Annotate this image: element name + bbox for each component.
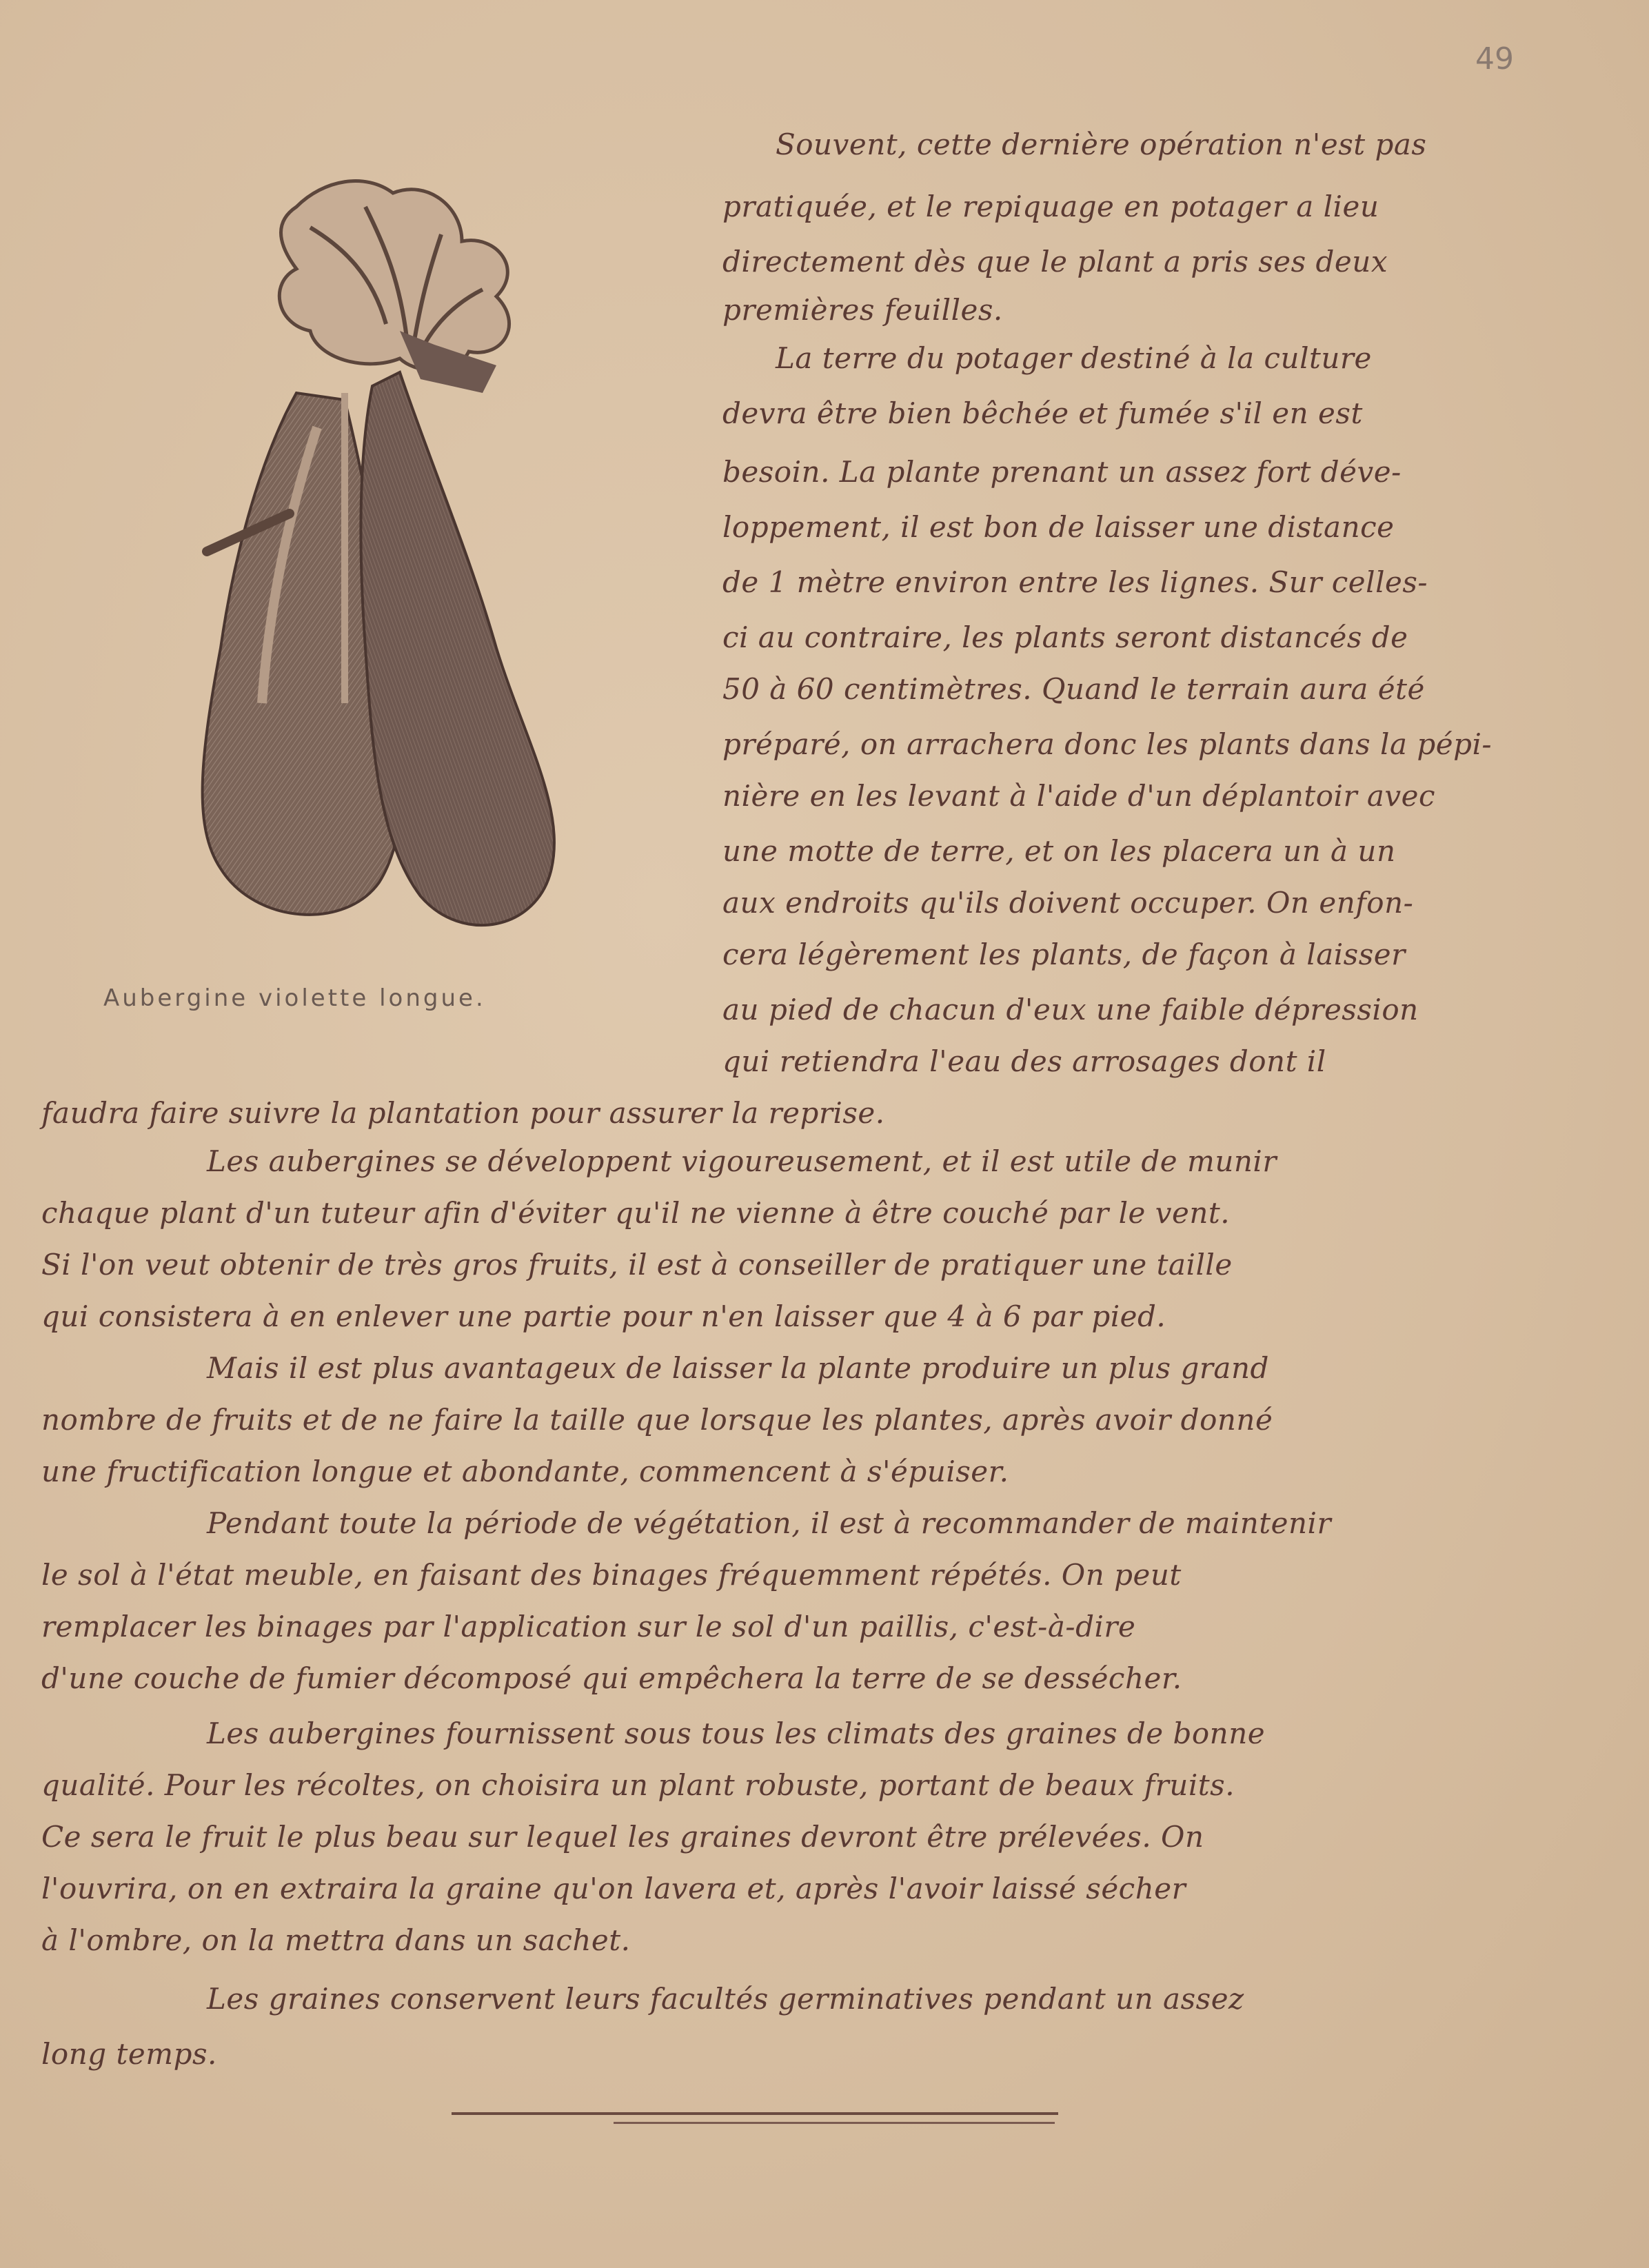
text-line: nière en les levant à l'aide d'un déplantoir avec xyxy=(722,779,1436,813)
text-line: d'une couche de fumier décomposé qui empêchera la terre de se dessécher. xyxy=(41,1661,1182,1695)
text-line: une motte de terre, et on les placera un à un xyxy=(722,834,1396,868)
text-line: de 1 mètre environ entre les lignes. Sur celles- xyxy=(722,565,1428,599)
text-line: Les aubergines fournissent sous tous les climats des graines de bonne xyxy=(207,1717,1266,1750)
text-line: une fructification longue et abondante, commencent à s'épuiser. xyxy=(41,1455,1009,1488)
text-line: l'ouvrira, on en extraira la graine qu'on lavera et, après l'avoir laissé sécher xyxy=(41,1872,1186,1905)
page-number: 49 xyxy=(1475,41,1514,77)
text-line: qualité. Pour les récoltes, on choisira un plant robuste, portant de beaux fruits. xyxy=(41,1768,1235,1802)
text-line: long temps. xyxy=(41,2037,217,2071)
text-line: à l'ombre, on la mettra dans un sachet. xyxy=(41,1923,631,1957)
calyx-leaves xyxy=(279,181,509,393)
figure-caption: Aubergine violette longue. xyxy=(103,984,486,1012)
text-line: préparé, on arrachera donc les plants dans la pépi- xyxy=(722,727,1493,761)
text-line: loppement, il est bon de laisser une distance xyxy=(722,510,1395,544)
text-line: directement dès que le plant a pris ses deux xyxy=(722,245,1388,279)
text-line: Mais il est plus avantageux de laisser la plante produire un plus grand xyxy=(207,1351,1269,1385)
text-line: La terre du potager destiné à la culture xyxy=(776,341,1372,375)
text-line: cera légèrement les plants, de façon à laisser xyxy=(722,938,1406,971)
text-line: le sol à l'état meuble, en faisant des binages fréquemment répétés. On peut xyxy=(41,1558,1182,1592)
section-divider xyxy=(614,2122,1055,2124)
text-line: nombre de fruits et de ne faire la taille que lorsque les plantes, après avoir donné xyxy=(41,1403,1273,1437)
text-line: chaque plant d'un tuteur afin d'éviter qu'il ne vienne à être couché par le vent. xyxy=(41,1196,1231,1230)
aubergine-illustration xyxy=(138,165,682,1020)
text-line: qui consistera à en enlever une partie pour n'en laisser que 4 à 6 par pied. xyxy=(41,1299,1166,1333)
text-line: Souvent, cette dernière opération n'est pas xyxy=(776,128,1427,161)
text-line: Pendant toute la période de végétation, il est à recommander de maintenir xyxy=(207,1506,1332,1540)
text-line: Si l'on veut obtenir de très gros fruits, il est à conseiller de pratiquer une taille xyxy=(41,1248,1233,1282)
text-line: ci au contraire, les plants seront distancés de xyxy=(722,620,1408,654)
text-line: Les aubergines se développent vigoureusement, et il est utile de munir xyxy=(207,1144,1277,1178)
text-line: besoin. La plante prenant un assez fort déve- xyxy=(722,455,1402,489)
text-line: Ce sera le fruit le plus beau sur lequel les graines devront être prélevées. On xyxy=(41,1820,1204,1854)
text-line: au pied de chacun d'eux une faible dépression xyxy=(722,993,1419,1026)
text-line: qui retiendra l'eau des arrosages dont il xyxy=(722,1044,1326,1078)
text-line: devra être bien bêchée et fumée s'il en est xyxy=(722,396,1363,430)
text-line: Les graines conservent leurs facultés germinatives pendant un assez xyxy=(207,1982,1244,2016)
text-line: faudra faire suivre la plantation pour assurer la reprise. xyxy=(41,1096,885,1130)
text-line: aux endroits qu'ils doivent occuper. On enfon- xyxy=(722,886,1414,920)
text-line: remplacer les binages par l'application sur le sol d'un paillis, c'est-à-dire xyxy=(41,1610,1136,1643)
text-line: 50 à 60 centimètres. Quand le terrain aura été xyxy=(722,672,1425,706)
text-line: pratiquée, et le repiquage en potager a lieu xyxy=(722,190,1379,223)
text-line: premières feuilles. xyxy=(722,293,1003,327)
section-divider xyxy=(452,2112,1058,2115)
